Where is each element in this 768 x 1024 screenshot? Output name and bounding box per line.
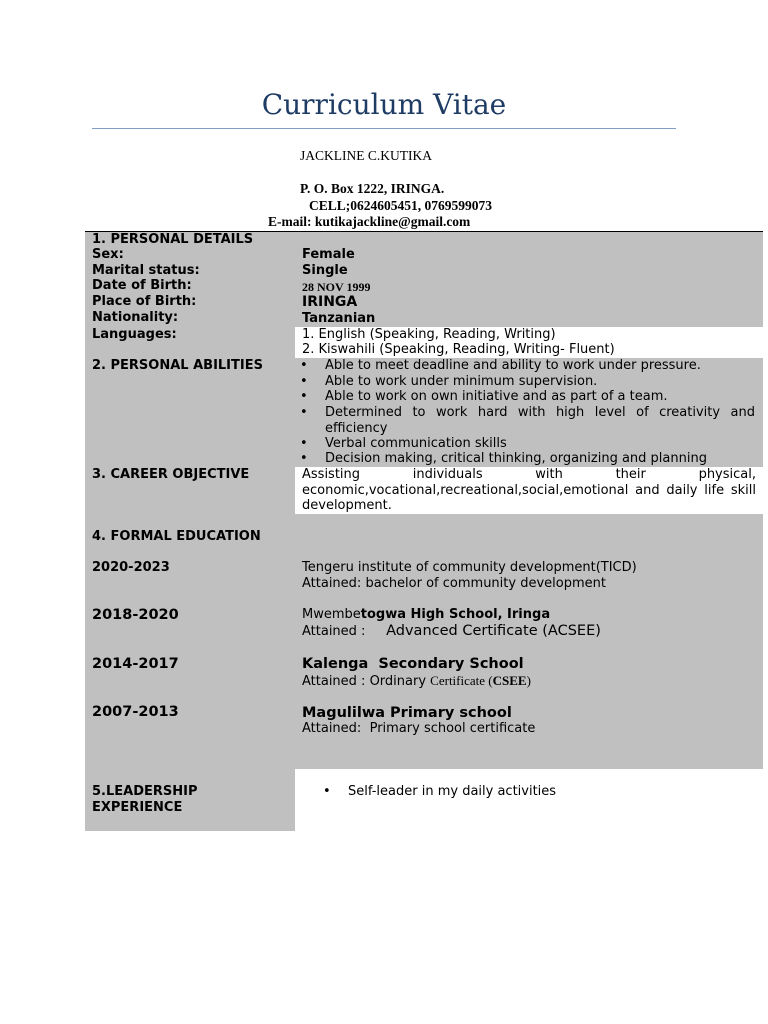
attained-value: Primary school certificate — [369, 721, 536, 736]
bullet-icon: • — [300, 405, 308, 420]
page-title: Curriculum Vitae — [261, 88, 507, 121]
title-underline — [92, 128, 676, 129]
education-years: 2018-2020 — [92, 607, 179, 623]
pob-value: IRINGA — [302, 294, 358, 310]
objective-heading: 3. CAREER OBJECTIVE — [92, 467, 250, 482]
cell-numbers: CELL;0624605451, 0769599073 — [309, 198, 493, 213]
ability-text: Able to meet deadline and ability to work under pressure. — [325, 358, 701, 373]
language-item: 1. English (Speaking, Reading, Writing) — [302, 327, 556, 342]
language-item: 2. Kiswahili (Speaking, Reading, Writing- Fluent) — [302, 342, 615, 357]
dob-label: Date of Birth: — [92, 278, 192, 293]
education-heading: 4. FORMAL EDUCATION — [92, 529, 261, 544]
sex-label: Sex: — [92, 247, 124, 262]
applicant-name: JACKLINE C.KUTIKA — [300, 148, 432, 163]
bullet-icon: • — [323, 784, 331, 799]
ability-text: Verbal communication skills — [325, 436, 507, 451]
school-name: Kalenga Secondary School — [302, 656, 524, 672]
education-years: 2014-2017 — [92, 656, 179, 672]
ability-text: Decision making, critical thinking, organizing and planning — [325, 451, 707, 466]
attained-label: Attained : Ordinary — [302, 674, 431, 689]
languages-label: Languages: — [92, 327, 177, 342]
education-years: 2020-2023 — [92, 560, 170, 575]
attained-value: Certificate ( — [430, 673, 493, 688]
objective-text: Assisting individuals with their physical, economic,vocational,recreational,social,emotional and daily life skill development. — [302, 467, 756, 513]
attained-value: Advanced Certificate (ACSEE) — [386, 623, 601, 639]
attained-label: Attained: — [302, 576, 366, 591]
ability-text: Able to work on own initiative and as part of a team. — [325, 389, 668, 404]
bullet-icon: • — [300, 436, 308, 451]
dob-value: 28 NOV 1999 — [302, 280, 371, 294]
personal-details-heading: 1. PERSONAL DETAILS — [92, 232, 254, 247]
nationality-label: Nationality: — [92, 310, 179, 325]
attainment — [302, 576, 606, 592]
bullet-icon: • — [300, 389, 308, 404]
leadership-heading-cont: EXPERIENCE — [92, 800, 183, 815]
attainment — [302, 721, 535, 737]
postal-address: P. O. Box 1222, IRINGA. — [300, 181, 445, 196]
attained-value-bold: CSEE — [492, 673, 527, 688]
school-name-bold: togwa High School, Iringa — [360, 607, 551, 622]
attained-value: bachelor of community development — [365, 576, 606, 591]
bullet-icon: • — [300, 451, 308, 466]
bullet-icon: • — [300, 358, 308, 373]
attainment — [302, 623, 601, 640]
school-name — [302, 607, 550, 623]
ability-text: Determined to work hard with high level of creativity and efficiency — [325, 405, 755, 436]
marital-label: Marital status: — [92, 263, 200, 278]
bullet-icon: • — [300, 374, 308, 389]
marital-value: Single — [302, 263, 348, 278]
education-years: 2007-2013 — [92, 704, 179, 720]
nationality-value: Tanzanian — [302, 311, 376, 326]
attainment — [302, 673, 531, 690]
email-address: E-mail: kutikajackline@gmail.com — [268, 214, 471, 229]
attained-label: Attained: — [302, 721, 370, 736]
attained-label: Attained : — [302, 624, 387, 639]
school-name: Magulilwa Primary school — [302, 705, 512, 721]
sex-value: Female — [302, 247, 355, 262]
pob-label: Place of Birth: — [92, 294, 197, 309]
ability-text: Able to work under minimum supervision. — [325, 374, 598, 389]
abilities-heading: 2. PERSONAL ABILITIES — [92, 358, 263, 373]
leadership-heading: 5.LEADERSHIP — [92, 784, 198, 799]
leadership-item: Self-leader in my daily activities — [348, 784, 557, 799]
school-name: Tengeru institute of community development(TICD) — [302, 560, 637, 575]
school-name-prefix: Mwembe — [302, 607, 361, 622]
attained-value-end: ) — [526, 673, 531, 688]
